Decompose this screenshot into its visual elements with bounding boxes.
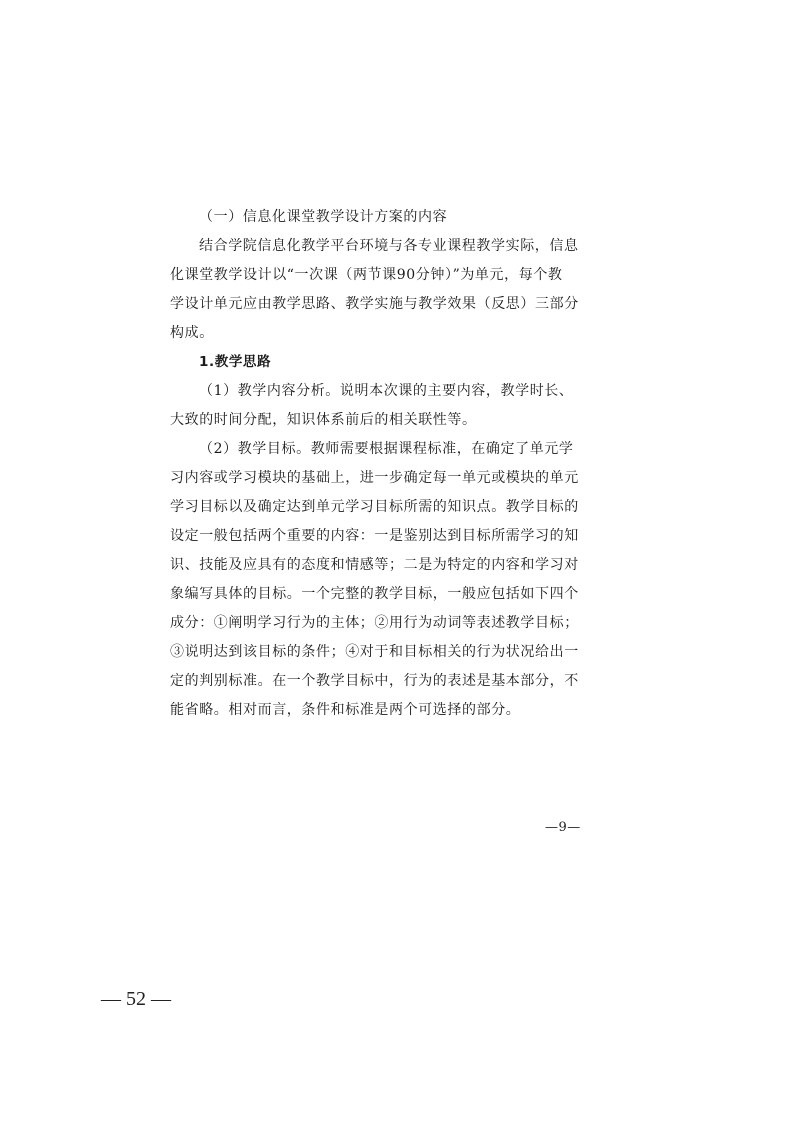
page-content xyxy=(170,203,592,725)
subheading: 1.教学思路 xyxy=(199,354,272,370)
paragraph-line: 设定一般包括两个重要的内容：一是鉴别达到目标所需学习的知 xyxy=(170,528,579,544)
paragraph-line: （1）教学内容分析。说明本次课的主要内容，教学时长、 xyxy=(199,383,574,399)
paragraph-line: 构成。 xyxy=(170,325,214,341)
paragraph-line: 能省略。相对而言，条件和标准是两个可选择的部分。 xyxy=(170,702,521,718)
paragraph-line: 化课堂教学设计以“一次课（两节课90分钟）”为单元，每个教 xyxy=(170,267,563,283)
paragraph-line: 象编写具体的目标。一个完整的教学目标，一般应包括如下四个 xyxy=(170,586,579,602)
inner-page-number: —9— xyxy=(545,820,581,835)
paragraph-line: ③说明达到该目标的条件；④对于和目标相关的行为状况给出一 xyxy=(170,644,579,660)
section-title: （一）信息化课堂教学设计方案的内容 xyxy=(199,209,448,225)
paragraph-line: 学习目标以及确定达到单元学习目标所需的知识点。教学目标的 xyxy=(170,499,579,515)
paragraph-line: 习内容或学习模块的基础上，进一步确定每一单元或模块的单元 xyxy=(170,470,579,486)
paragraph-line: 大致的时间分配，知识体系前后的相关联性等。 xyxy=(170,412,477,428)
paragraph-line: 定的判别标准。在一个教学目标中，行为的表述是基本部分，不 xyxy=(170,673,579,689)
paragraph-line: （2）教学目标。教师需要根据课程标准，在确定了单元学 xyxy=(199,441,574,457)
paragraph-line: 识、技能及应具有的态度和情感等；二是为特定的内容和学习对 xyxy=(170,557,579,573)
outer-page-number: — 52 — xyxy=(101,988,171,1010)
paragraph-line: 结合学院信息化教学平台环境与各专业课程教学实际，信息 xyxy=(199,238,579,254)
paragraph-line: 成分：①阐明学习行为的主体；②用行为动词等表述教学目标； xyxy=(170,615,579,631)
paragraph-line: 学设计单元应由教学思路、教学实施与教学效果（反思）三部分 xyxy=(170,296,579,312)
